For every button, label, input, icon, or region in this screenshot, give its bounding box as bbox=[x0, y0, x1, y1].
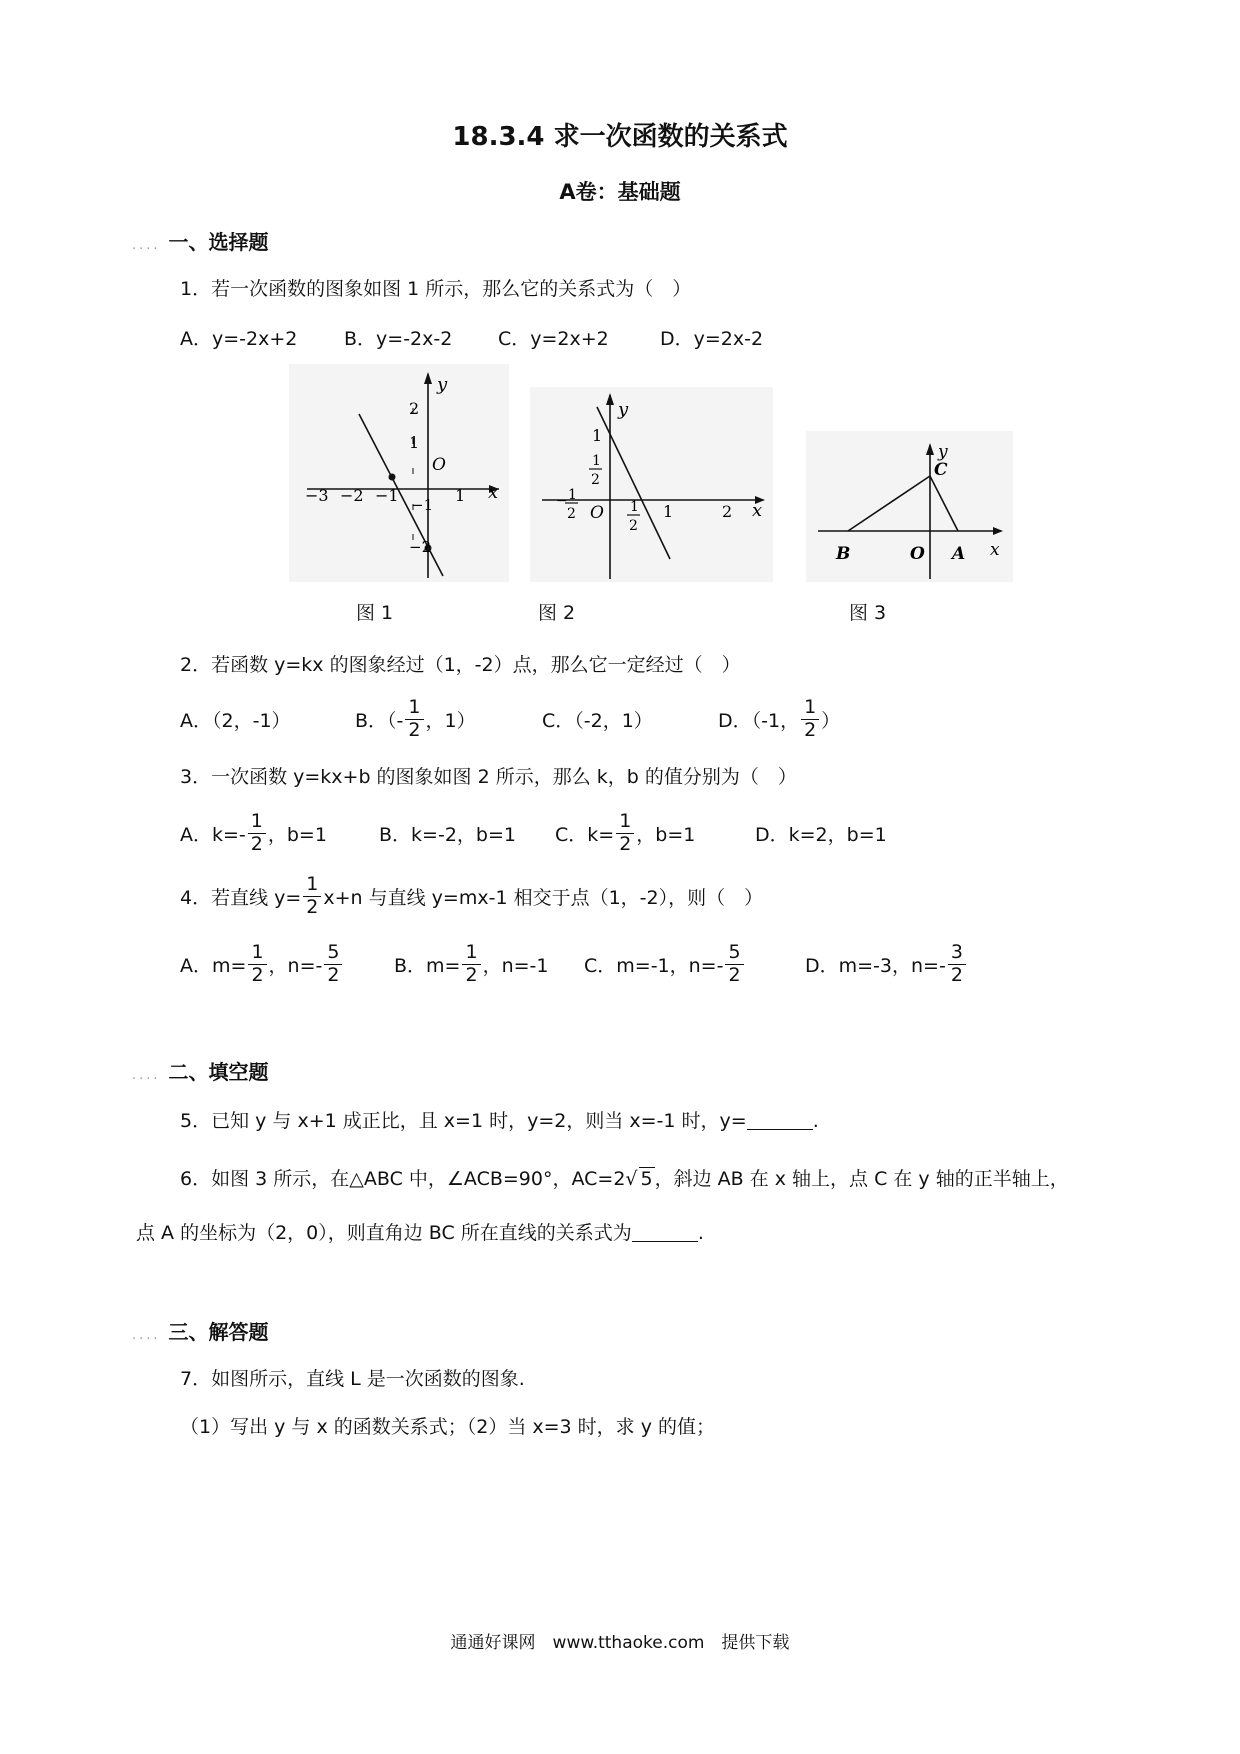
fig3-point-b: B bbox=[836, 544, 851, 564]
fraction-den: 2 bbox=[728, 963, 741, 986]
fig1-below-tick-neg1: −1 bbox=[411, 496, 434, 514]
section-label: 二、填空题 bbox=[168, 1060, 269, 1084]
fraction-den: 2 bbox=[619, 832, 632, 855]
q3-option-a-fraction bbox=[248, 809, 266, 855]
q4-option-b bbox=[394, 934, 548, 994]
fig2-y-tick-1: 1 bbox=[592, 426, 603, 445]
page-title: 18.3.4 求一次函数的关系式 bbox=[452, 122, 788, 152]
question-5 bbox=[180, 1106, 819, 1133]
q4-option-a-pre: A．m= bbox=[180, 954, 247, 977]
q1-option-d: D．y=2x-2 bbox=[660, 328, 764, 350]
q3-option-d: D．k=2，b=1 bbox=[755, 823, 887, 846]
fig2-x-label: x bbox=[752, 500, 763, 521]
q5-post: . bbox=[812, 1110, 819, 1132]
figure-3-caption: 图 3 bbox=[849, 602, 887, 624]
section-dots: .... bbox=[132, 238, 161, 253]
fig2-x-tick-2: 2 bbox=[722, 502, 733, 521]
figure-2-caption: 图 2 bbox=[538, 602, 576, 624]
fig1-x-label: x bbox=[488, 482, 499, 503]
q4-option-d bbox=[805, 934, 968, 994]
fig2-y-label: y bbox=[618, 399, 629, 420]
q6-text-post: ，斜边 AB 在 x 轴上，点 C 在 y 轴的正半轴上， bbox=[654, 1168, 1069, 1190]
fig2-origin-label: O bbox=[590, 503, 604, 523]
fig2-function-line bbox=[597, 407, 670, 559]
q5-answer-blank bbox=[747, 1110, 813, 1130]
q4-option-a-fraction-1 bbox=[248, 940, 266, 986]
q3-option-b: B．k=-2，b=1 bbox=[379, 823, 516, 846]
section-heading-fill bbox=[132, 1056, 269, 1085]
fraction-num: 1 bbox=[616, 812, 634, 834]
q6-text-pre: 6．如图 3 所示，在△ABC 中，∠ACB=90°，AC=2 bbox=[180, 1168, 626, 1190]
fraction-den: 2 bbox=[408, 718, 421, 741]
q2-option-b-pre: B．（- bbox=[355, 709, 404, 732]
q4-option-a bbox=[180, 934, 344, 994]
q3-option-a-pre: A．k=- bbox=[180, 823, 246, 846]
fraction-num: 1 bbox=[462, 943, 480, 965]
fig2-y-half-num: 1 bbox=[592, 453, 601, 469]
fig1-y-label: y bbox=[437, 374, 448, 395]
question-3-stem: 3．一次函数 y=kx+b 的图象如图 2 所示，那么 k，b 的值分别为（ ） bbox=[180, 766, 797, 788]
q2-option-d-pre: D．（-1， bbox=[718, 709, 800, 732]
question-7-subparts: （1）写出 y 与 x 的函数关系式；（2）当 x=3 时，求 y 的值； bbox=[180, 1416, 715, 1438]
fig1-x-tick-neg2: −2 bbox=[340, 486, 364, 505]
section-dots: .... bbox=[132, 1328, 161, 1343]
q2-option-d-fraction bbox=[801, 695, 819, 741]
fig2-x-half-num: 1 bbox=[630, 499, 639, 515]
fraction-num: 1 bbox=[248, 812, 266, 834]
fig2-y-half-den: 2 bbox=[591, 472, 600, 488]
q3-option-c-post: ，b=1 bbox=[636, 823, 696, 846]
section-label: 一、选择题 bbox=[168, 230, 269, 254]
q4-stem-post: x+n 与直线 y=mx-1 相交于点（1，-2），则（ ） bbox=[323, 886, 764, 909]
q1-option-c: C．y=2x+2 bbox=[498, 328, 609, 350]
fraction-num: 1 bbox=[248, 943, 266, 965]
q4-stem-fraction bbox=[303, 872, 321, 918]
q1-option-a: A．y=-2x+2 bbox=[180, 328, 298, 350]
fraction-den: 2 bbox=[804, 718, 817, 741]
section-heading-solve bbox=[132, 1316, 269, 1345]
fig2-x-half-den: 2 bbox=[629, 518, 638, 534]
q2-option-b bbox=[355, 692, 476, 746]
q1-option-b: B．y=-2x-2 bbox=[344, 328, 453, 350]
q3-option-c-fraction bbox=[616, 809, 634, 855]
fig2-y-arrow bbox=[606, 393, 614, 405]
fig3-y-label: y bbox=[938, 442, 948, 462]
q3-option-c-pre: C．k= bbox=[555, 823, 615, 846]
fraction-den: 2 bbox=[251, 963, 264, 986]
q2-option-d bbox=[718, 692, 840, 746]
page-subtitle: A卷：基础题 bbox=[559, 180, 681, 204]
q4-option-d-fraction bbox=[948, 940, 966, 986]
q3-option-a bbox=[180, 806, 327, 860]
section-heading-choice bbox=[132, 226, 269, 255]
fraction-den: 2 bbox=[465, 963, 478, 986]
section-label: 三、解答题 bbox=[168, 1320, 269, 1344]
fig1-x-tick-neg1: −1 bbox=[375, 486, 399, 505]
fraction-den: 2 bbox=[306, 895, 319, 918]
fig3-x-arrow bbox=[993, 527, 1003, 535]
fraction-num: 3 bbox=[948, 943, 966, 965]
fig3-y-arrow bbox=[926, 443, 934, 455]
q4-option-a-mid: ，n=- bbox=[268, 954, 323, 977]
fig2-neg-half-den: 2 bbox=[567, 506, 576, 522]
question-7-stem: 7．如图所示，直线 L 是一次函数的图象. bbox=[180, 1368, 525, 1390]
figure-1-caption: 图 1 bbox=[356, 602, 394, 624]
q3-option-c bbox=[555, 806, 695, 860]
page-footer: 通通好课网 www.tthaoke.com 提供下载 bbox=[450, 1633, 790, 1653]
fig2-neg-sign: − bbox=[556, 493, 568, 509]
q4-option-b-pre: B．m= bbox=[394, 954, 461, 977]
fraction-den: 2 bbox=[950, 963, 963, 986]
q4-stem-pre: 4．若直线 y= bbox=[180, 886, 302, 909]
fig1-point-x-intercept bbox=[389, 474, 396, 481]
section-dots: .... bbox=[132, 1068, 161, 1083]
fig3-point-o: O bbox=[910, 544, 925, 564]
q4-option-c bbox=[584, 934, 746, 994]
question-1-stem: 1．若一次函数的图象如图 1 所示，那么它的关系式为（ ） bbox=[180, 278, 692, 300]
fig2-neg-half-num: 1 bbox=[568, 487, 577, 503]
fig2-x-tick-1: 1 bbox=[663, 502, 674, 521]
fraction-num: 1 bbox=[801, 698, 819, 720]
fig1-origin-label: O bbox=[432, 455, 446, 475]
sqrt-symbol: √ bbox=[625, 1168, 638, 1190]
fraction-num: 5 bbox=[324, 943, 342, 965]
question-2-stem: 2．若函数 y=kx 的图象经过（1，-2）点，那么它一定经过（ ） bbox=[180, 654, 741, 676]
figure-3 bbox=[806, 431, 1013, 582]
fig1-below-tick-neg2: −2 bbox=[409, 538, 432, 556]
question-4-stem bbox=[180, 868, 763, 924]
fig1-y-tick-2: 2 bbox=[409, 399, 420, 418]
question-6-line-1 bbox=[180, 1164, 1069, 1191]
figure-2 bbox=[530, 387, 773, 582]
q4-option-c-fraction bbox=[725, 940, 743, 986]
q2-option-c: C．（-2，1） bbox=[542, 709, 653, 732]
fig3-triangle bbox=[848, 476, 958, 531]
fig3-point-a: A bbox=[952, 544, 966, 564]
q4-option-c-pre: C．m=-1，n=- bbox=[584, 954, 724, 977]
q6-sqrt-value: 5 bbox=[640, 1168, 653, 1190]
q3-option-a-post: ，b=1 bbox=[267, 823, 327, 846]
question-6-line-2 bbox=[136, 1218, 704, 1245]
q2-option-b-post: ，1） bbox=[425, 709, 476, 732]
q2-option-a: A．（2，-1） bbox=[180, 709, 291, 732]
q2-option-d-post: ） bbox=[821, 709, 841, 732]
fraction-den: 2 bbox=[250, 832, 263, 855]
fraction-num: 5 bbox=[725, 943, 743, 965]
fig3-point-c: C bbox=[934, 460, 948, 480]
figure-1 bbox=[289, 364, 509, 582]
fig1-x-tick-1: 1 bbox=[455, 486, 466, 505]
q4-option-b-post: ，n=-1 bbox=[482, 954, 549, 977]
fig1-y-arrow bbox=[424, 372, 432, 384]
fraction-den: 2 bbox=[327, 963, 340, 986]
fig1-x-tick-neg3: −3 bbox=[305, 486, 329, 505]
q4-option-b-fraction bbox=[462, 940, 480, 986]
fraction-num: 1 bbox=[303, 875, 321, 897]
q2-option-b-fraction bbox=[405, 695, 423, 741]
q5-text: 5．已知 y 与 x+1 成正比，且 x=1 时，y=2，则当 x=-1 时，y= bbox=[180, 1110, 747, 1132]
q4-option-d-pre: D．m=-3，n=- bbox=[805, 954, 946, 977]
q6-line2-post: . bbox=[697, 1222, 704, 1244]
q6-line2-text: 点 A 的坐标为（2，0），则直角边 BC 所在直线的关系式为 bbox=[136, 1222, 632, 1244]
fraction-num: 1 bbox=[405, 698, 423, 720]
q4-option-a-fraction-2 bbox=[324, 940, 342, 986]
fig1-y-tick-1: 1 bbox=[409, 433, 420, 452]
fig3-x-label: x bbox=[990, 540, 1000, 560]
q6-answer-blank bbox=[632, 1222, 698, 1242]
